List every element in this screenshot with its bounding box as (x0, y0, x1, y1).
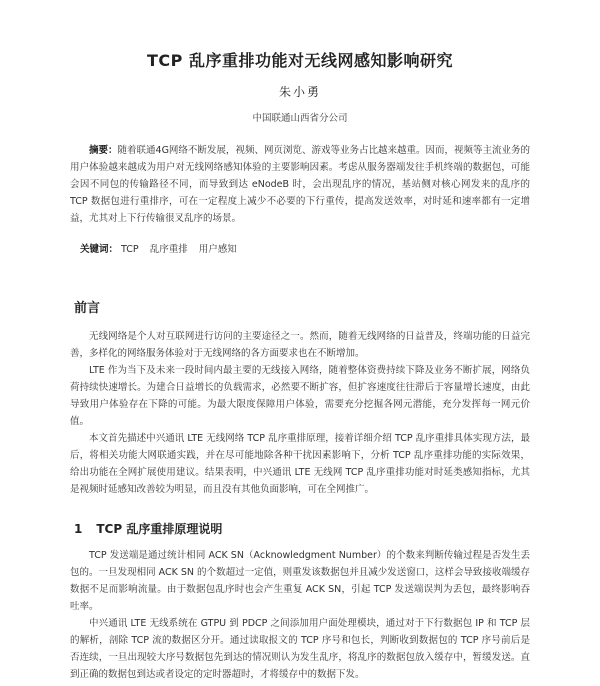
preface-paragraph: LTE 作为当下及未来一段时间内最主要的无线接入网络，随着整体资费持续下降及业务不断扩展，网络负荷持续快速增长。为建合日益增长的负载需求，必然要不断扩容，但扩容速度往往滞后于容量增长速度，由此导致用户体验存在下降的可能。为最大限度保障用户体验，需要充分挖掘各网元潜能，充分发挥每一网元价值。 (70, 365, 530, 427)
paper-title: TCP 乱序重排功能对无线网感知影响研究 (147, 51, 453, 70)
section-title: TCP 乱序重排原理说明 (96, 522, 223, 536)
section-1-body (70, 547, 530, 683)
preface-heading: 前言 (74, 301, 101, 316)
author-name: 朱小勇 (278, 85, 321, 99)
section-paragraph: TCP 发送端是通过统计相同 ACK SN（Acknowledgment Number）的个数来判断传输过程是否发生丢包的。一旦发现相同 ACK SN 的个数超过一定值，则重发该数据包并且减少发送窗口，这样会导致接收端缓存数据不足而影响流量。由于数据包乱序时也会产生重复 ACK SN，引起 TCP 发送端误判为丢包，最终影响吞吐率。 (70, 550, 530, 612)
author-affiliation: 中国联通山西省分公司 (252, 113, 348, 124)
preface-paragraph: 无线网络是个人对互联网进行访问的主要途径之一。然而，随着无线网络的日益普及，终端功能的日益完善，多样化的网络服务体验对于无线网络的各方面要求也在不断增加。 (70, 331, 530, 359)
abstract (70, 142, 530, 227)
keywords-label: 关键词： (80, 244, 119, 255)
section-number: 1 (74, 522, 83, 536)
abstract-label: 摘要： (89, 145, 118, 156)
preface-paragraph: 本文首先描述中兴通讯 LTE 无线网络 TCP 乱序重排原理，接着详细介绍 TCP 乱序重排具体实现方法，最后，将相关功能大网联通实践，并在尽可能地除各种干扰因素影响下，分析 TCP 乱序重排功能的实际效果，给出功能在全网扩展使用建议。结果表明，中兴通讯 LTE 无线网 TCP 乱序重排功能对时延类感知指标，尤其是视频时延感知改善较为明显，而且没有其他负面影响，可在全网推广。 (70, 433, 530, 495)
keyword: 乱序重排 (149, 244, 188, 255)
section-1-heading (74, 520, 530, 537)
preface-body (70, 328, 530, 498)
keywords (70, 241, 530, 255)
keyword: 用户感知 (198, 244, 237, 255)
abstract-text: 随着联通4G网络不断发展，视频、网页浏览、游戏等业务占比越来越重。因而，视频等主流业务的用户体验越来越成为用户对无线网络感知体验的主要影响因素。考虑从服务器端发往手机终端的数据包，可能会因不同包的传输路径不同，而导致到达 eNodeB 时，会出现乱序的情况，基站侧对核心网发来的乱序的 TCP 数据包进行重排序，可在一定程度上减少不必要的下行重传，提高发送效率，对时延和速率都有一定增益，尤其对上下行传输很叉乱序的场景。 (70, 145, 530, 224)
section-paragraph: 中兴通讯 LTE 无线系统在 GTPU 到 PDCP 之间添加用户面处理模块，通过对于下行数据包 IP 和 TCP 层的解析，剖除 TCP 流的数据区分开。通过读取报文的 TCP 序号和包长，判断收到数据包的 TCP 序号前后是否连续，一旦出现较大序号数据包先到达的情况则认为发生乱序，将乱序的数据包放入缓存中，暂缓发送。直到正确的数据包到达或者设定的定时器超时，才将缓存中的数据下发。 (70, 618, 530, 680)
keyword: TCP (121, 244, 139, 255)
